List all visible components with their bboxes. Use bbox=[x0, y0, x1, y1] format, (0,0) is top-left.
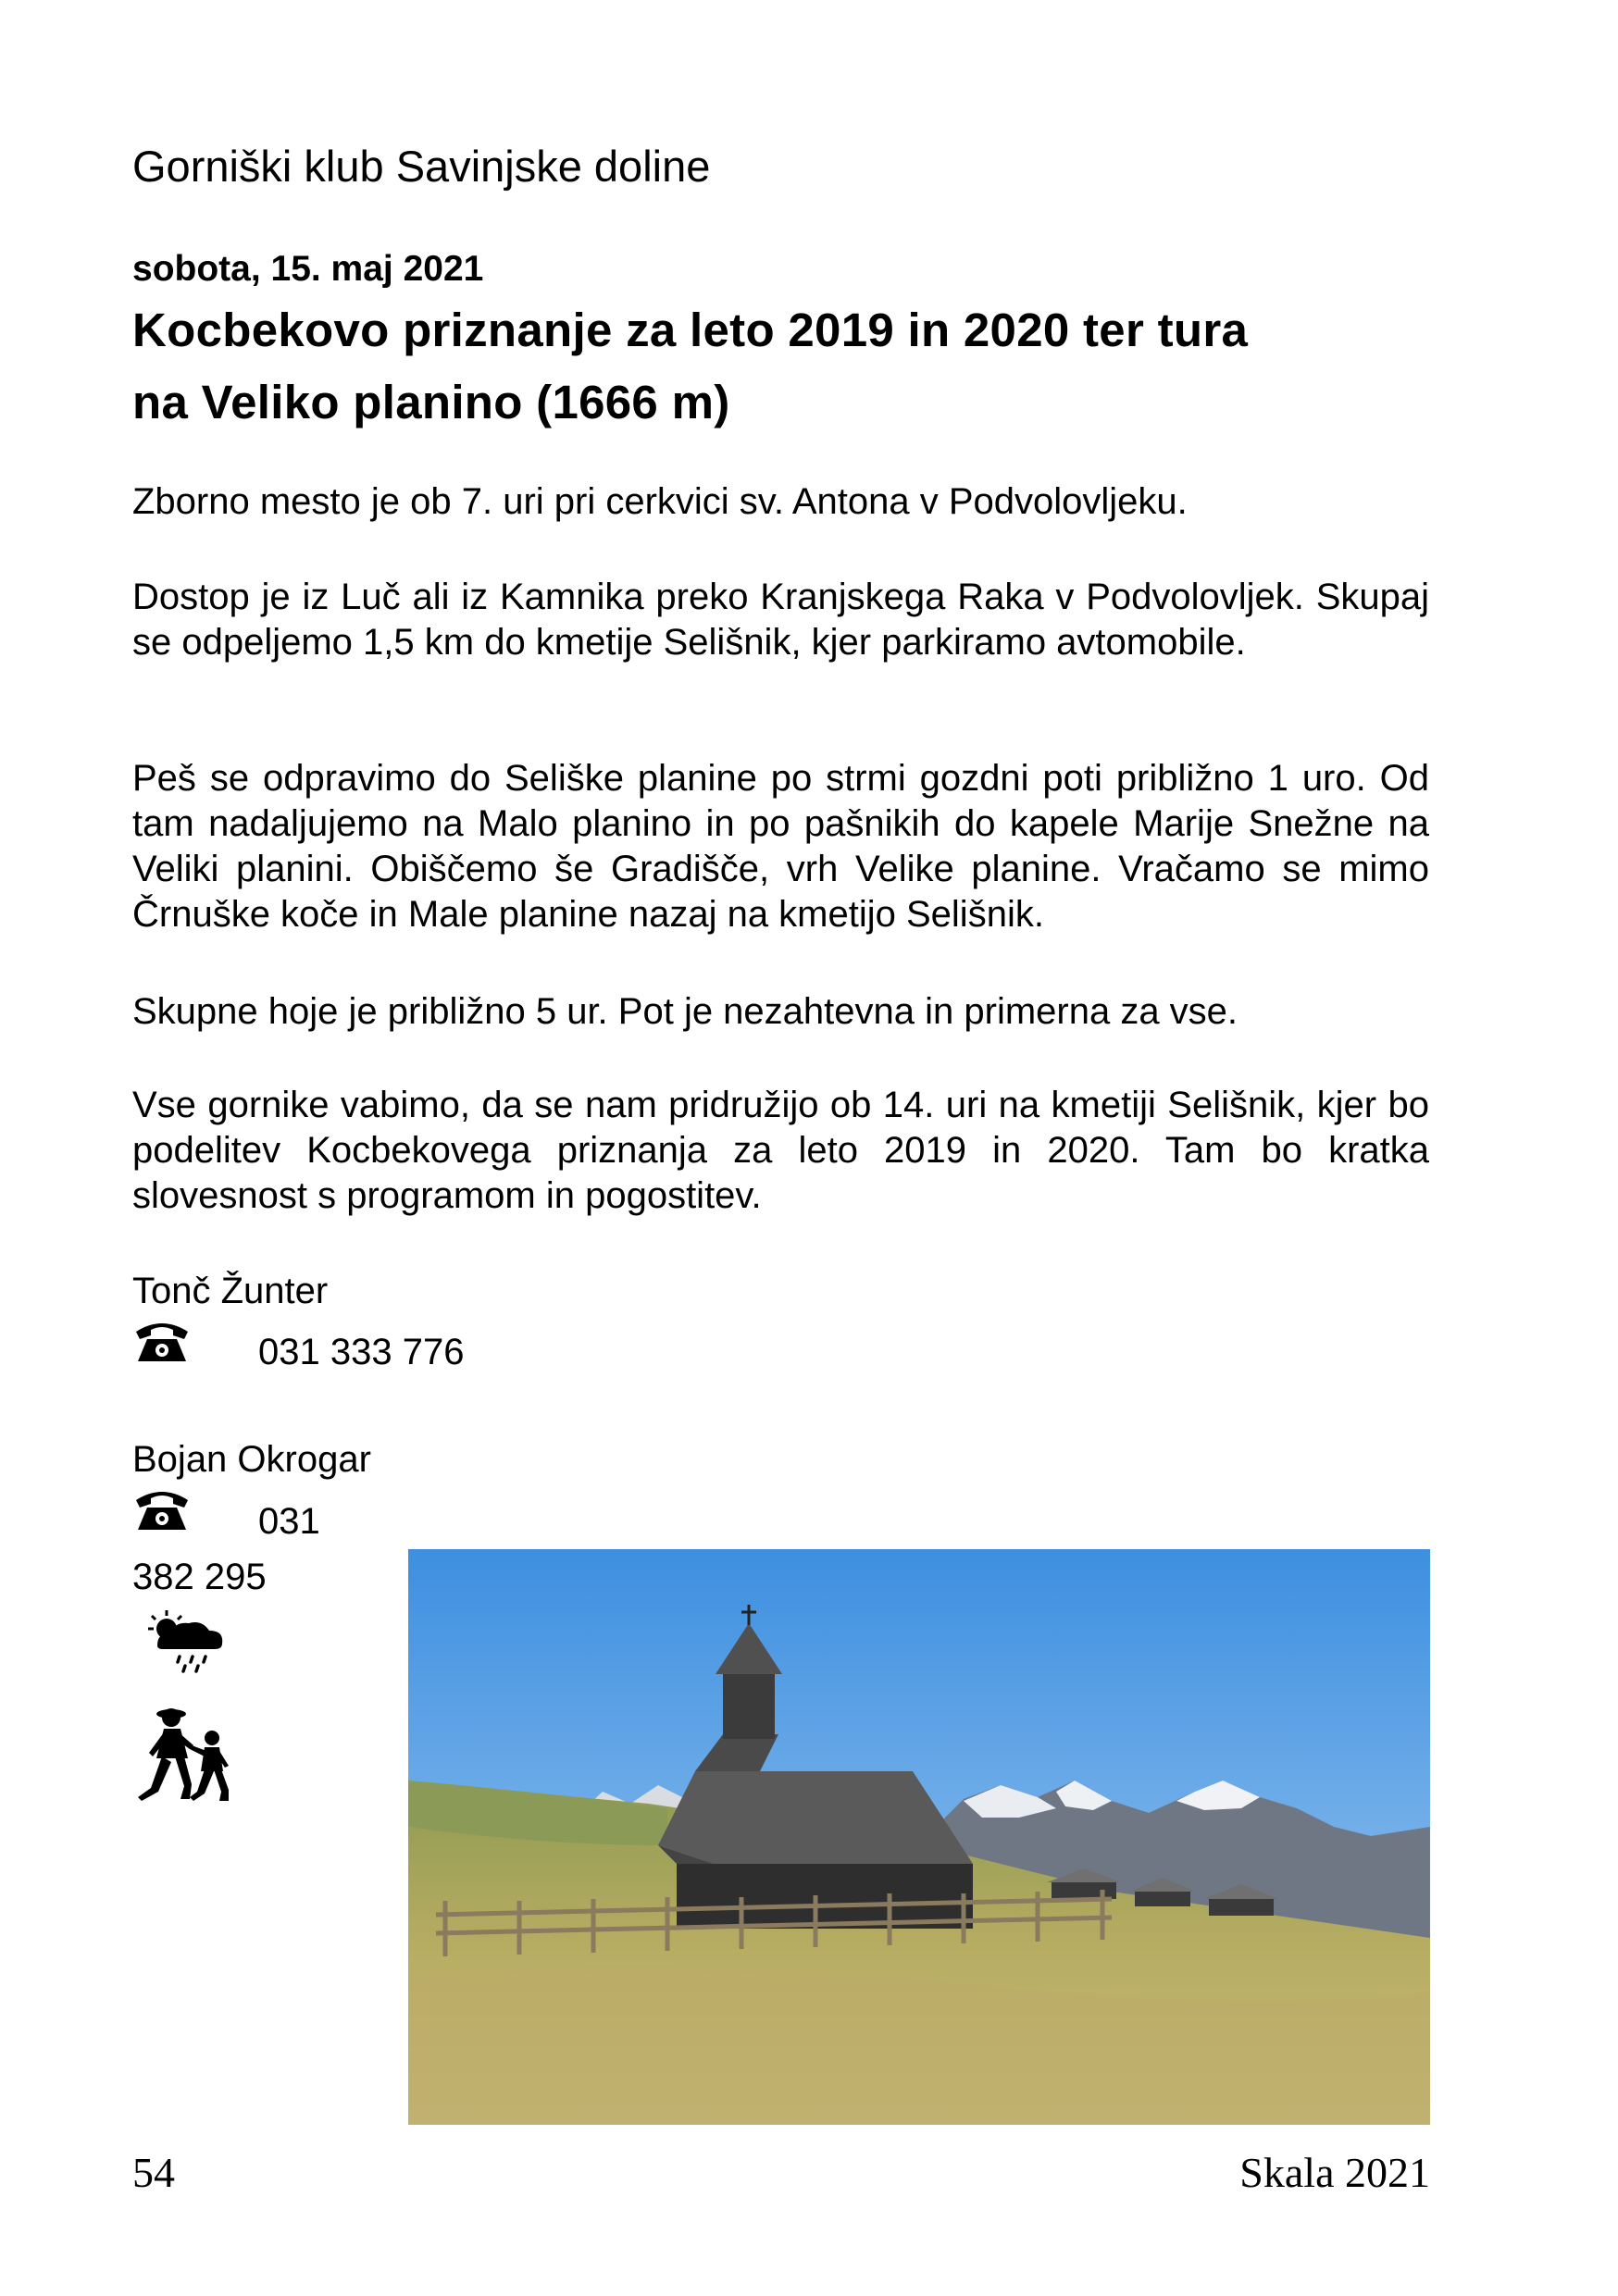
contact-phone: 031 333 776 bbox=[258, 1332, 465, 1372]
duration-paragraph: Skupne hoje je približno 5 ur. Pot je nezahtevna in primerna za vse. bbox=[132, 991, 1238, 1032]
chapel-photo bbox=[408, 1549, 1430, 2125]
page-number: 54 bbox=[132, 2149, 175, 2196]
event-date: sobota, 15. maj 2021 bbox=[132, 249, 484, 289]
route-paragraph: Peš se odpravimo do Seliške planine po strmi gozdni poti približno 1 uro. Od tam nadaljujemo na Malo planino in po pašnikih do kapele Marije Snežne na Veliki planini. Obiščemo še Gradišče, vrh Velike planine. Vračamo se mimo Črnuške koče in Male planine nazaj na kmetijo Selišnik. bbox=[132, 758, 1429, 935]
telephone-icon bbox=[132, 1483, 192, 1535]
hiking-family-icon bbox=[132, 1701, 243, 1803]
event-title-line-2: na Veliko planino (1666 m) bbox=[132, 376, 730, 428]
contact-phone-part-2: 382 295 bbox=[132, 1557, 267, 1597]
telephone-icon bbox=[132, 1315, 192, 1367]
meeting-point-paragraph: Zborno mesto je ob 7. uri pri cerkvici sv. Antona v Podvolovljeku. bbox=[132, 481, 1188, 522]
contact-phone-part-1: 031 bbox=[258, 1501, 320, 1542]
access-paragraph: Dostop je iz Luč ali iz Kamnika preko Kranjskega Raka v Podvolovljek. Skupaj se odpeljemo 1,5 km do kmetije Selišnik, kjer parkiramo avtomobile. bbox=[132, 577, 1429, 663]
event-title bbox=[132, 294, 1428, 439]
weather-rain-sun-icon bbox=[144, 1608, 228, 1675]
publication-name: Skala 2021 bbox=[1239, 2149, 1430, 2196]
invitation-paragraph: Vse gornike vabimo, da se nam pridružijo ob 14. uri na kmetiji Selišnik, kjer bo podelitev Kocbekovega priznanja za leto 2019 in 2020. Tam bo kratka slovesnost s programom in pogostitev. bbox=[132, 1085, 1429, 1216]
event-title-line-1: Kocbekovo priznanje za leto 2019 in 2020 ter tura bbox=[132, 304, 1249, 356]
club-name: Gorniški klub Savinjske doline bbox=[132, 142, 711, 191]
contact-name: Tonč Žunter bbox=[132, 1271, 329, 1311]
contact-name: Bojan Okrogar bbox=[132, 1439, 371, 1480]
